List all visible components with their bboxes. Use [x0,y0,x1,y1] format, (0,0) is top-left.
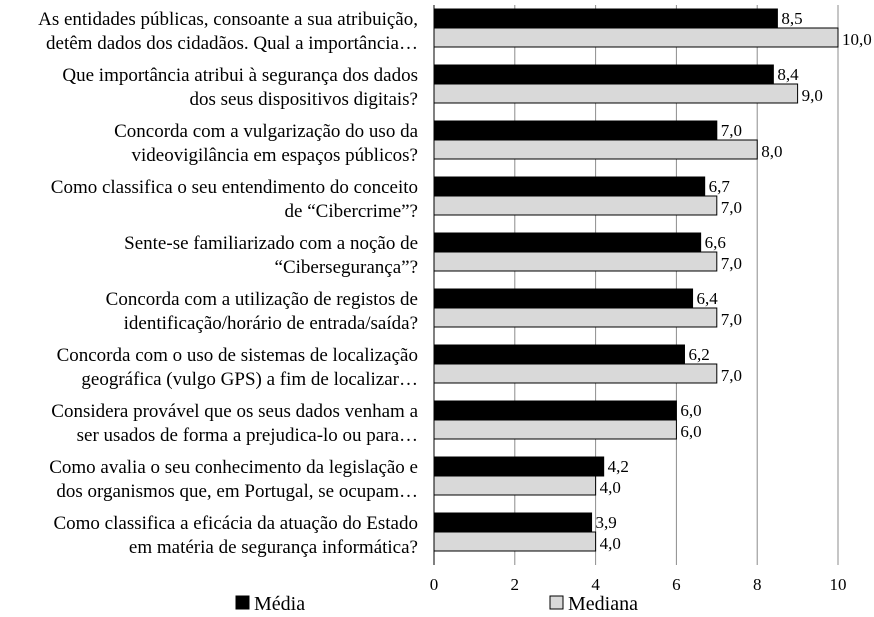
media-value-label: 4,2 [607,457,629,476]
category-label: Como avalia o seu conhecimento da legislação e [49,457,418,478]
media-value-label: 6,0 [680,401,702,420]
legend-swatch-media [236,596,249,609]
media-value-label: 8,4 [777,65,799,84]
x-tick-label: 8 [752,575,762,594]
mediana-value-label: 7,0 [720,254,743,273]
media-bar [434,289,693,308]
legend-label-mediana: Mediana [568,593,638,612]
category-label: Como classifica o seu entendimento do conceito [50,177,418,198]
category-label: identificação/horário de entrada/saída? [123,313,418,334]
media-value-label: 8,5 [781,9,803,28]
media-bar [434,513,592,532]
category-label: Que importância atribui à segurança dos dados [62,65,418,86]
media-bar [434,233,701,252]
bar-layer [434,9,838,551]
category-label: ser usados de forma a prejudica-lo ou para… [76,425,418,446]
x-tick-label: 4 [591,575,600,594]
category-label: em matéria de segurança informática? [128,537,418,558]
category-label: de “Cibercrime”? [284,201,418,222]
category-label: geográfica (vulgo GPS) a fim de localizar… [81,369,418,390]
media-value-label: 7,0 [720,121,743,140]
mediana-bar [434,196,717,215]
x-tick-label: 6 [672,575,681,594]
mediana-bar [434,476,596,495]
category-label: As entidades públicas, consoante a sua atribuição, [38,9,418,30]
x-tick-label: 2 [510,575,520,594]
media-bar [434,65,773,84]
mediana-bar [434,140,757,159]
media-value-label: 6,2 [688,345,710,364]
mediana-bar [434,252,717,271]
mediana-value-label: 9,0 [801,86,823,105]
mediana-bar [434,28,838,47]
category-label: Sente-se familiarizado com a noção de [124,233,418,254]
mediana-value-label: 8,0 [761,142,783,161]
mediana-value-label: 6,0 [680,422,702,441]
mediana-bar [434,308,717,327]
category-label: Como classifica a eficácia da atuação do Estado [53,513,418,534]
mediana-value-label: 4,0 [599,534,621,553]
category-label: Concorda com a vulgarização do uso da [114,121,418,142]
x-tick-label: 10 [829,575,847,594]
mediana-value-label: 7,0 [720,198,743,217]
category-label: dos seus dispositivos digitais? [189,89,418,110]
mediana-value-label: 4,0 [599,478,621,497]
x-tick-label: 0 [429,575,439,594]
media-bar [434,401,676,420]
legend-swatch-mediana [550,596,563,609]
category-label: Considera provável que os seus dados venham a [51,401,418,422]
media-bar [434,121,717,140]
media-value-label: 6,6 [704,233,726,252]
media-value-label: 3,9 [595,513,617,532]
mediana-value-label: 7,0 [720,310,743,329]
media-bar [434,177,705,196]
media-bar [434,345,684,364]
mediana-value-label: 10,0 [842,30,872,49]
media-value-label: 6,7 [708,177,730,196]
category-label: videovigilância em espaços públicos? [131,145,418,166]
media-bar [434,457,604,476]
mediana-value-label: 7,0 [720,366,743,385]
mediana-bar [434,84,798,103]
mediana-bar [434,420,676,439]
mediana-bar [434,532,596,551]
category-label: detêm dados dos cidadãos. Qual a importância… [46,33,418,54]
category-label: “Cibersegurança”? [274,257,418,278]
media-bar [434,9,777,28]
category-label: dos organismos que, em Portugal, se ocupam… [56,481,418,502]
legend [236,593,638,612]
mediana-bar [434,364,717,383]
media-value-label: 6,4 [696,289,718,308]
category-label: Concorda com a utilização de registos de [105,289,418,310]
legend-label-media: Média [254,593,306,612]
category-label: Concorda com o uso de sistemas de localização [56,345,418,366]
